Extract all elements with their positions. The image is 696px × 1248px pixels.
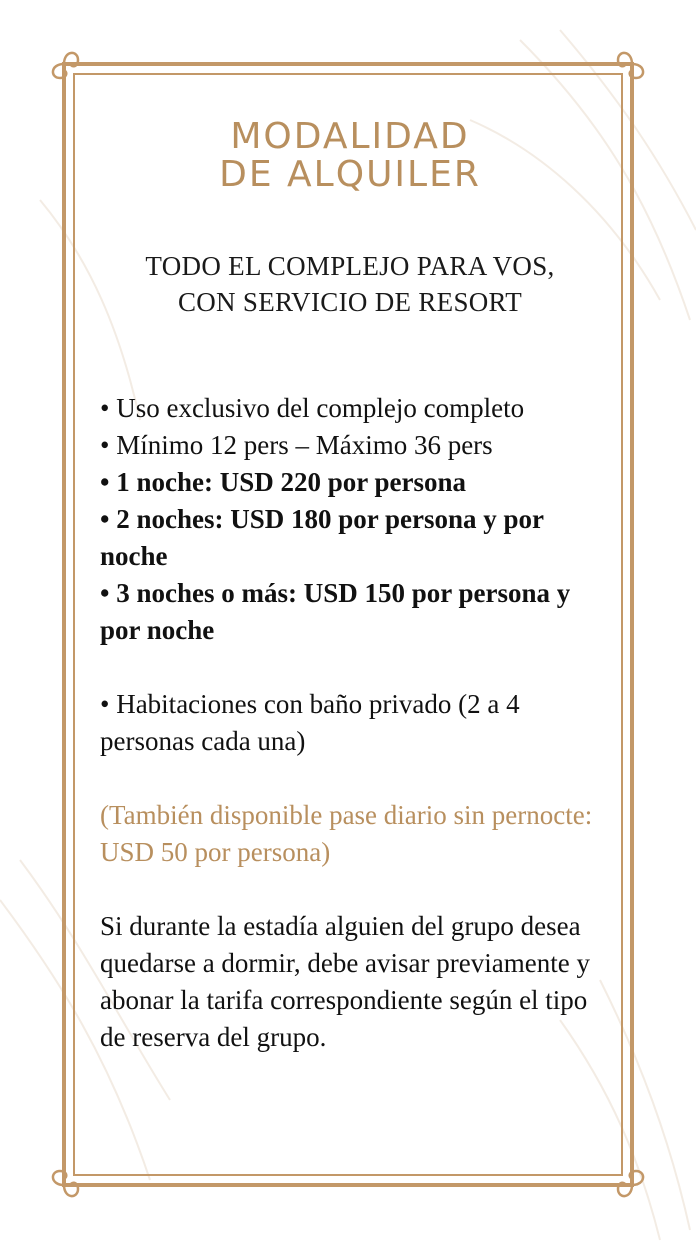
title-line-2: DE ALQUILER [219,154,481,195]
list-item-price-1-night: • 1 noche: USD 220 por persona [100,467,466,497]
features-list [100,390,600,649]
list-item-rooms: • Habitaciones con baño privado (2 a 4 personas cada una) [100,689,520,756]
overnight-policy-paragraph: Si durante la estadía alguien del grupo desea quedarse a dormir, debe avisar previamente y abonar la tarifa correspondiente según el tipo de reserva del grupo. [100,911,590,1052]
subtitle [100,248,600,320]
page-title [100,118,600,194]
content-area [100,118,600,1056]
list-item-price-3-nights: • 3 noches o más: USD 150 por persona y por noche [100,578,571,645]
list-item-price-2-nights: • 2 noches: USD 180 por persona y por noche [100,504,544,571]
list-item-exclusive-use: • Uso exclusivo del complejo completo [100,393,525,423]
title-line-1: MODALIDAD [230,116,470,157]
rooms-list [100,686,600,760]
subtitle-line-1: TODO EL COMPLEJO PARA VOS, [145,251,555,281]
list-item-capacity: • Mínimo 12 pers – Máximo 36 pers [100,430,493,460]
subtitle-line-2: CON SERVICIO DE RESORT [177,287,523,317]
day-pass-note: (También disponible pase diario sin pernocte: USD 50 por persona) [100,800,593,867]
